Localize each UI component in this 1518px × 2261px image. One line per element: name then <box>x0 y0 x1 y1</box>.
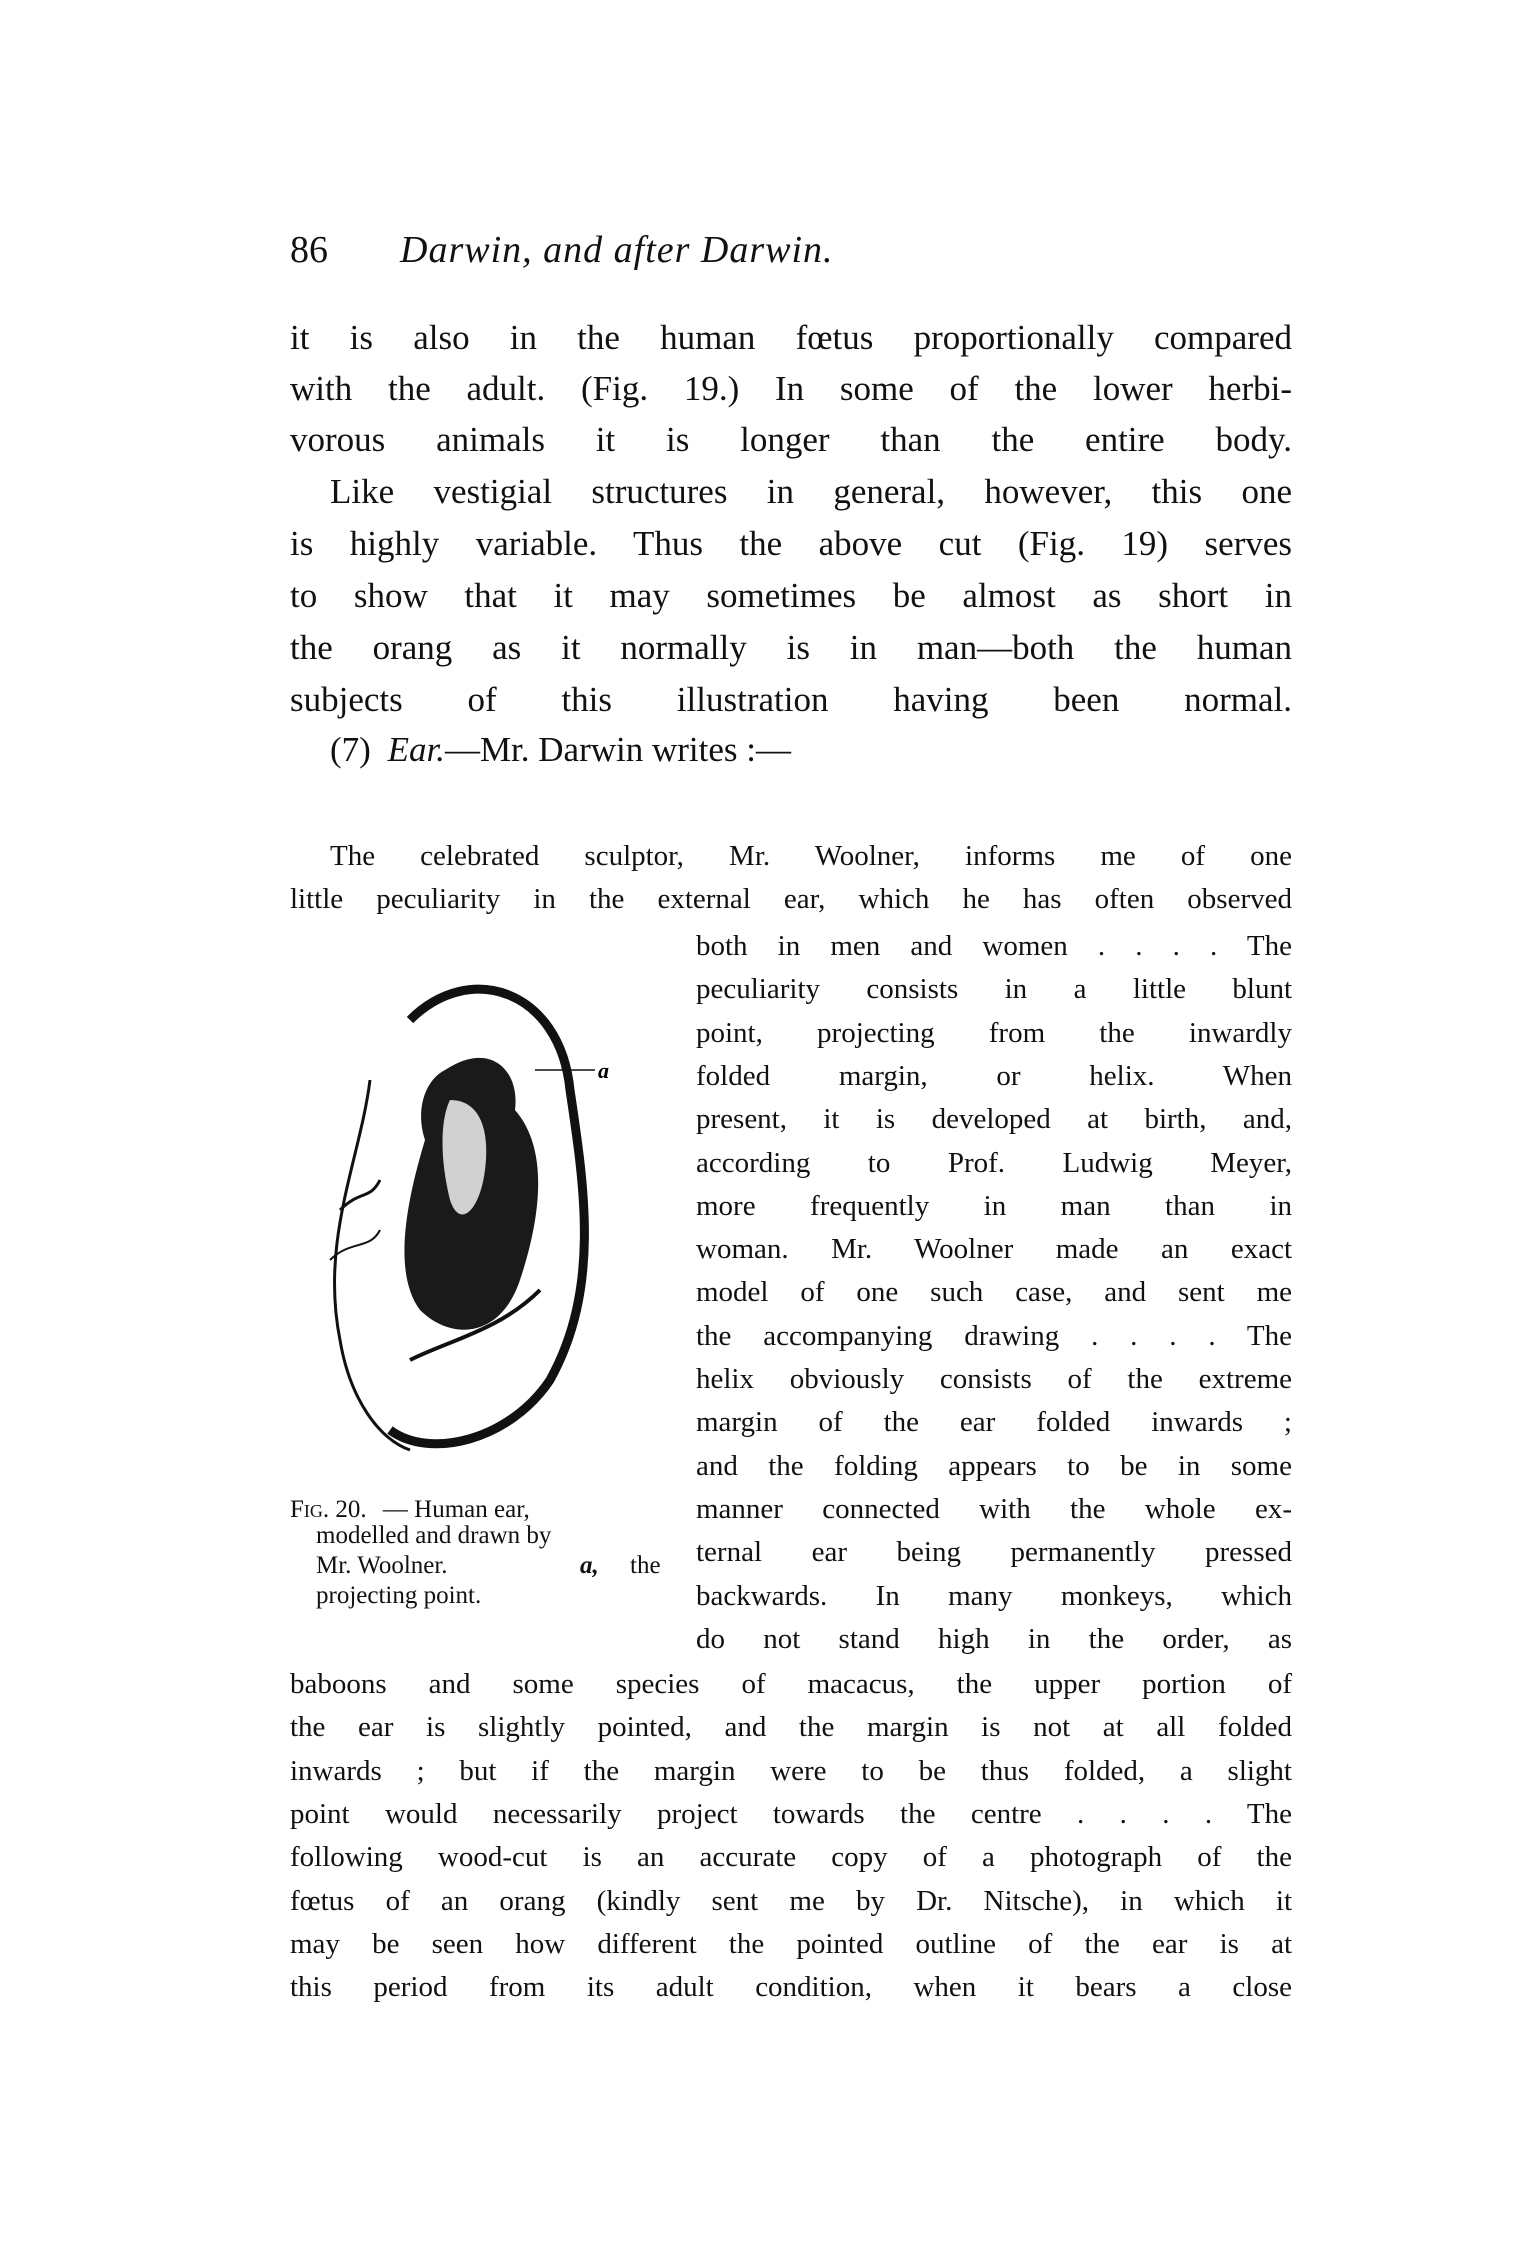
text-line: subjects of this illustration having been normal. <box>290 680 1292 719</box>
caption-text: the <box>630 1552 661 1579</box>
caption-text: — Human ear, <box>382 1496 530 1523</box>
text-line: backwards. In many monkeys, which <box>696 1579 1292 1612</box>
text-line: more frequently in man than in <box>696 1189 1292 1222</box>
figure-label-a: a <box>598 1058 609 1083</box>
section-intro: —Mr. Darwin writes :— <box>444 730 792 769</box>
text-line: the orang as it normally is in man—both the human <box>290 628 1292 667</box>
figure-caption-line-2: modelled and drawn by <box>316 1522 552 1549</box>
text-line: model of one such case, and sent me <box>696 1276 1292 1309</box>
figure-caption-line-1 <box>290 1496 530 1524</box>
text-line: with the adult. (Fig. 19.) In some of the lower herbi- <box>290 369 1292 408</box>
text-line: The celebrated sculptor, Mr. Woolner, informs me of one <box>330 840 1292 872</box>
text-line: helix obviously consists of the extreme <box>696 1363 1292 1395</box>
text-line: ternal ear being permanently pressed <box>696 1536 1292 1569</box>
text-line: the ear is slightly pointed, and the margin is not at all folded <box>290 1711 1292 1744</box>
text-line: fœtus of an orang (kindly sent me by Dr. Nitsche), in which it <box>290 1884 1292 1917</box>
figure-caption-line-3 <box>316 1552 676 1580</box>
section-heading <box>330 730 791 776</box>
text-line: this period from its adult condition, when it bears a close <box>290 1971 1292 2004</box>
text-line: point would necessarily project towards the centre . . . . The <box>290 1797 1292 1830</box>
page-number: 86 <box>290 229 328 271</box>
text-line: to show that it may sometimes be almost as short in <box>290 576 1292 615</box>
text-line: according to Prof. Ludwig Meyer, <box>696 1146 1292 1179</box>
running-title: Darwin, and after Darwin. <box>400 229 834 271</box>
text-line: both in men and women . . . . The <box>696 930 1292 962</box>
text-line: folded margin, or helix. When <box>696 1059 1292 1092</box>
text-line: and the folding appears to be in some <box>696 1449 1292 1482</box>
text-line: baboons and some species of macacus, the upper portion of <box>290 1668 1292 1700</box>
caption-text: Mr. Woolner. <box>316 1552 448 1579</box>
text-line: Like vestigial structures in general, however, this one <box>330 472 1292 511</box>
text-line: it is also in the human fœtus proportionally compared <box>290 318 1292 357</box>
text-line: peculiarity consists in a little blunt <box>696 973 1292 1006</box>
text-line: manner connected with the whole ex- <box>696 1492 1292 1525</box>
text-line: do not stand high in the order, as <box>696 1622 1292 1655</box>
figure-caption-line-4: projecting point. <box>316 1582 482 1609</box>
text-line: the accompanying drawing . . . . The <box>696 1319 1292 1352</box>
text-line: may be seen how different the pointed outline of the ear is at <box>290 1927 1292 1960</box>
ear-illustration <box>300 960 690 1480</box>
text-line: inwards ; but if the margin were to be thus folded, a slight <box>290 1754 1292 1787</box>
text-line: little peculiarity in the external ear, which he has often observed <box>290 883 1292 915</box>
text-line: point, projecting from the inwardly <box>696 1016 1292 1049</box>
caption-label: a, <box>580 1552 599 1579</box>
section-number: (7) <box>330 730 371 769</box>
text-line: margin of the ear folded inwards ; <box>696 1406 1292 1439</box>
text-line: woman. Mr. Woolner made an exact <box>696 1233 1292 1266</box>
figure-number: Fig. 20. <box>290 1496 367 1523</box>
text-line: is highly variable. Thus the above cut (Fig. 19) serves <box>290 524 1292 563</box>
section-title: Ear. <box>387 730 445 769</box>
text-line: vorous animals it is longer than the entire body. <box>290 420 1292 459</box>
text-line: following wood-cut is an accurate copy of a photograph of the <box>290 1841 1292 1874</box>
text-line: present, it is developed at birth, and, <box>696 1103 1292 1136</box>
